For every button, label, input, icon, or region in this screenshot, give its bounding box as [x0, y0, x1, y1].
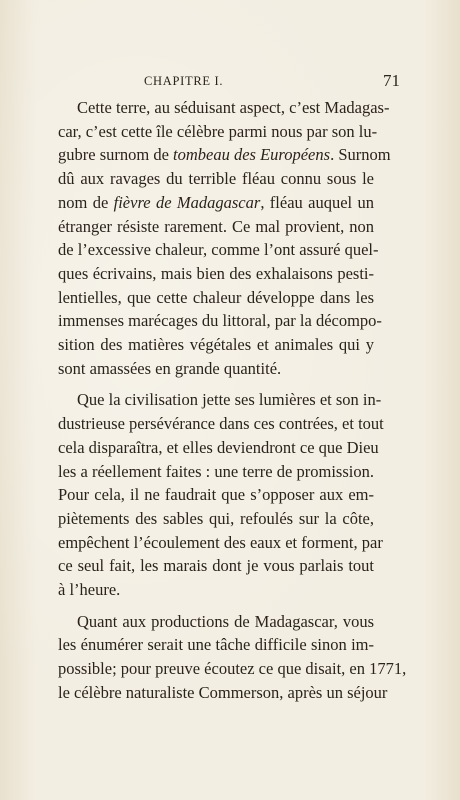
text-line: Quant aux productions de Madagascar, vous [77, 611, 374, 631]
text-line: empêchent l’écoulement des eaux et forment, par [58, 532, 383, 552]
text-line: ques écrivains, mais bien des exhalaisons pesti- [58, 263, 374, 283]
text-line: sition des matières végétales et animales qui y [58, 335, 374, 355]
italic-phrase: fièvre de Madagascar [113, 192, 261, 212]
text-line: nom de fièvre de Madagascar, fléau auquel un [58, 192, 374, 212]
text-line: lentielles, que cette chaleur développe dans les [58, 287, 374, 307]
text-line: ce seul fait, les marais dont je vous parlais tout [58, 556, 374, 576]
text-line: gubre surnom de tombeau des Européens. Surnom [58, 145, 391, 165]
text-line: Que la civilisation jette ses lumières et son in- [77, 390, 382, 410]
text-line: immenses marécages du littoral, par la décompo- [58, 311, 382, 331]
paragraph-gap [58, 602, 374, 610]
running-head [58, 71, 400, 92]
paragraph-gap [58, 380, 374, 388]
text-line: Pour cela, il ne faudrait que s’opposer aux em- [58, 485, 374, 505]
page-number: 71 [383, 71, 400, 90]
text-line: le célèbre naturaliste Commerson, après un séjour [58, 682, 388, 702]
text-line: à l’heure. [58, 580, 121, 600]
text-line: cela disparaîtra, et elles deviendront ce que Dieu [58, 437, 379, 457]
text-line: les énumérer serait une tâche difficile sinon im- [58, 635, 374, 655]
text-line: Cette terre, au séduisant aspect, c’est Madagas- [77, 98, 390, 117]
text-line: sont amassées en grande quantité. [58, 358, 282, 378]
text-line: possible; pour preuve écoutez ce que disait, en 1771, [58, 659, 407, 679]
text-line: dû aux ravages du terrible fléau connu sous le [58, 169, 374, 189]
italic-phrase: tombeau des Européens [173, 145, 331, 165]
body-text [58, 96, 407, 705]
text-line: les a réellement faites : une terre de promission. [58, 461, 374, 481]
chapter-heading: CHAPITRE I. [144, 74, 224, 88]
text-line: piètements des sables qui, refoulés sur la côte, [58, 508, 374, 528]
text-line: de l’excessive chaleur, comme l’ont assuré quel- [58, 240, 379, 260]
text-line: dustrieuse persévérance dans ces contrées, et tout [58, 414, 384, 434]
paragraph-3 [58, 610, 407, 705]
text-line: car, c’est cette île célèbre parmi nous par son lu- [58, 121, 378, 141]
paragraph-2 [58, 388, 384, 601]
paragraph-1 [58, 96, 391, 380]
text-line: étranger résiste rarement. Ce mal provient, non [58, 216, 374, 236]
